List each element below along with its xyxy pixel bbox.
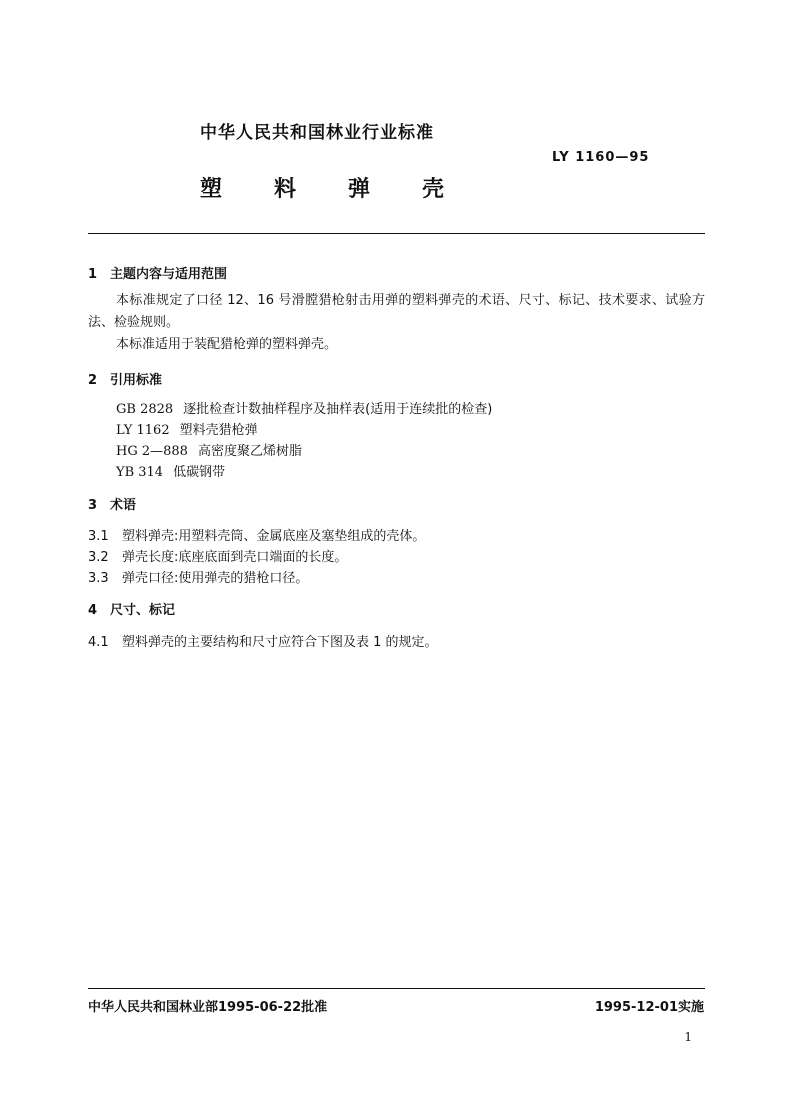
document-title	[200, 172, 496, 203]
effective-date: 1995-12-01实施	[594, 1000, 704, 1015]
title-char: 料	[274, 177, 297, 202]
section1-paragraph-2: 本标准适用于装配猎枪弹的塑料弹壳。	[116, 337, 338, 352]
standard-code: LY 1160—95	[552, 150, 650, 165]
section-heading-2: 2 引用标准	[88, 373, 163, 388]
reference-item: LY 1162 塑料壳猎枪弹	[116, 423, 258, 438]
term-item: 3.1 塑料弹壳:用塑料壳筒、金属底座及塞垫组成的壳体。	[88, 529, 426, 544]
title-char: 壳	[422, 177, 445, 202]
term-item: 3.2 弹壳长度:底座底面到壳口端面的长度。	[88, 550, 348, 565]
title-char: 弹	[348, 177, 371, 202]
header-divider	[88, 233, 705, 234]
approval-line: 中华人民共和国林业部1995-06-22批准	[88, 1000, 328, 1015]
section1-paragraph-1: 本标准规定了口径 12、16 号滑膛猎枪射击用弹的塑料弹壳的术语、尺寸、标记、技术要求、试验方法、检验规则。	[88, 293, 705, 330]
section-heading-3: 3 术语	[88, 498, 137, 513]
term-item: 3.3 弹壳口径:使用弹壳的猎枪口径。	[88, 571, 309, 586]
title-char: 塑	[200, 177, 223, 202]
reference-item: HG 2—888 高密度聚乙烯树脂	[116, 444, 302, 459]
footer-divider	[88, 988, 705, 989]
issuing-organization: 中华人民共和国林业行业标准	[200, 123, 434, 143]
reference-item: GB 2828 逐批检查计数抽样程序及抽样表(适用于连续批的检查)	[116, 402, 493, 417]
section-heading-1: 1 主题内容与适用范围	[88, 267, 228, 282]
clause-item: 4.1 塑料弹壳的主要结构和尺寸应符合下图及表 1 的规定。	[88, 635, 438, 650]
reference-item: YB 314 低碳钢带	[116, 465, 226, 480]
section-heading-4: 4 尺寸、标记	[88, 603, 176, 618]
page-number: 1	[684, 1030, 692, 1044]
